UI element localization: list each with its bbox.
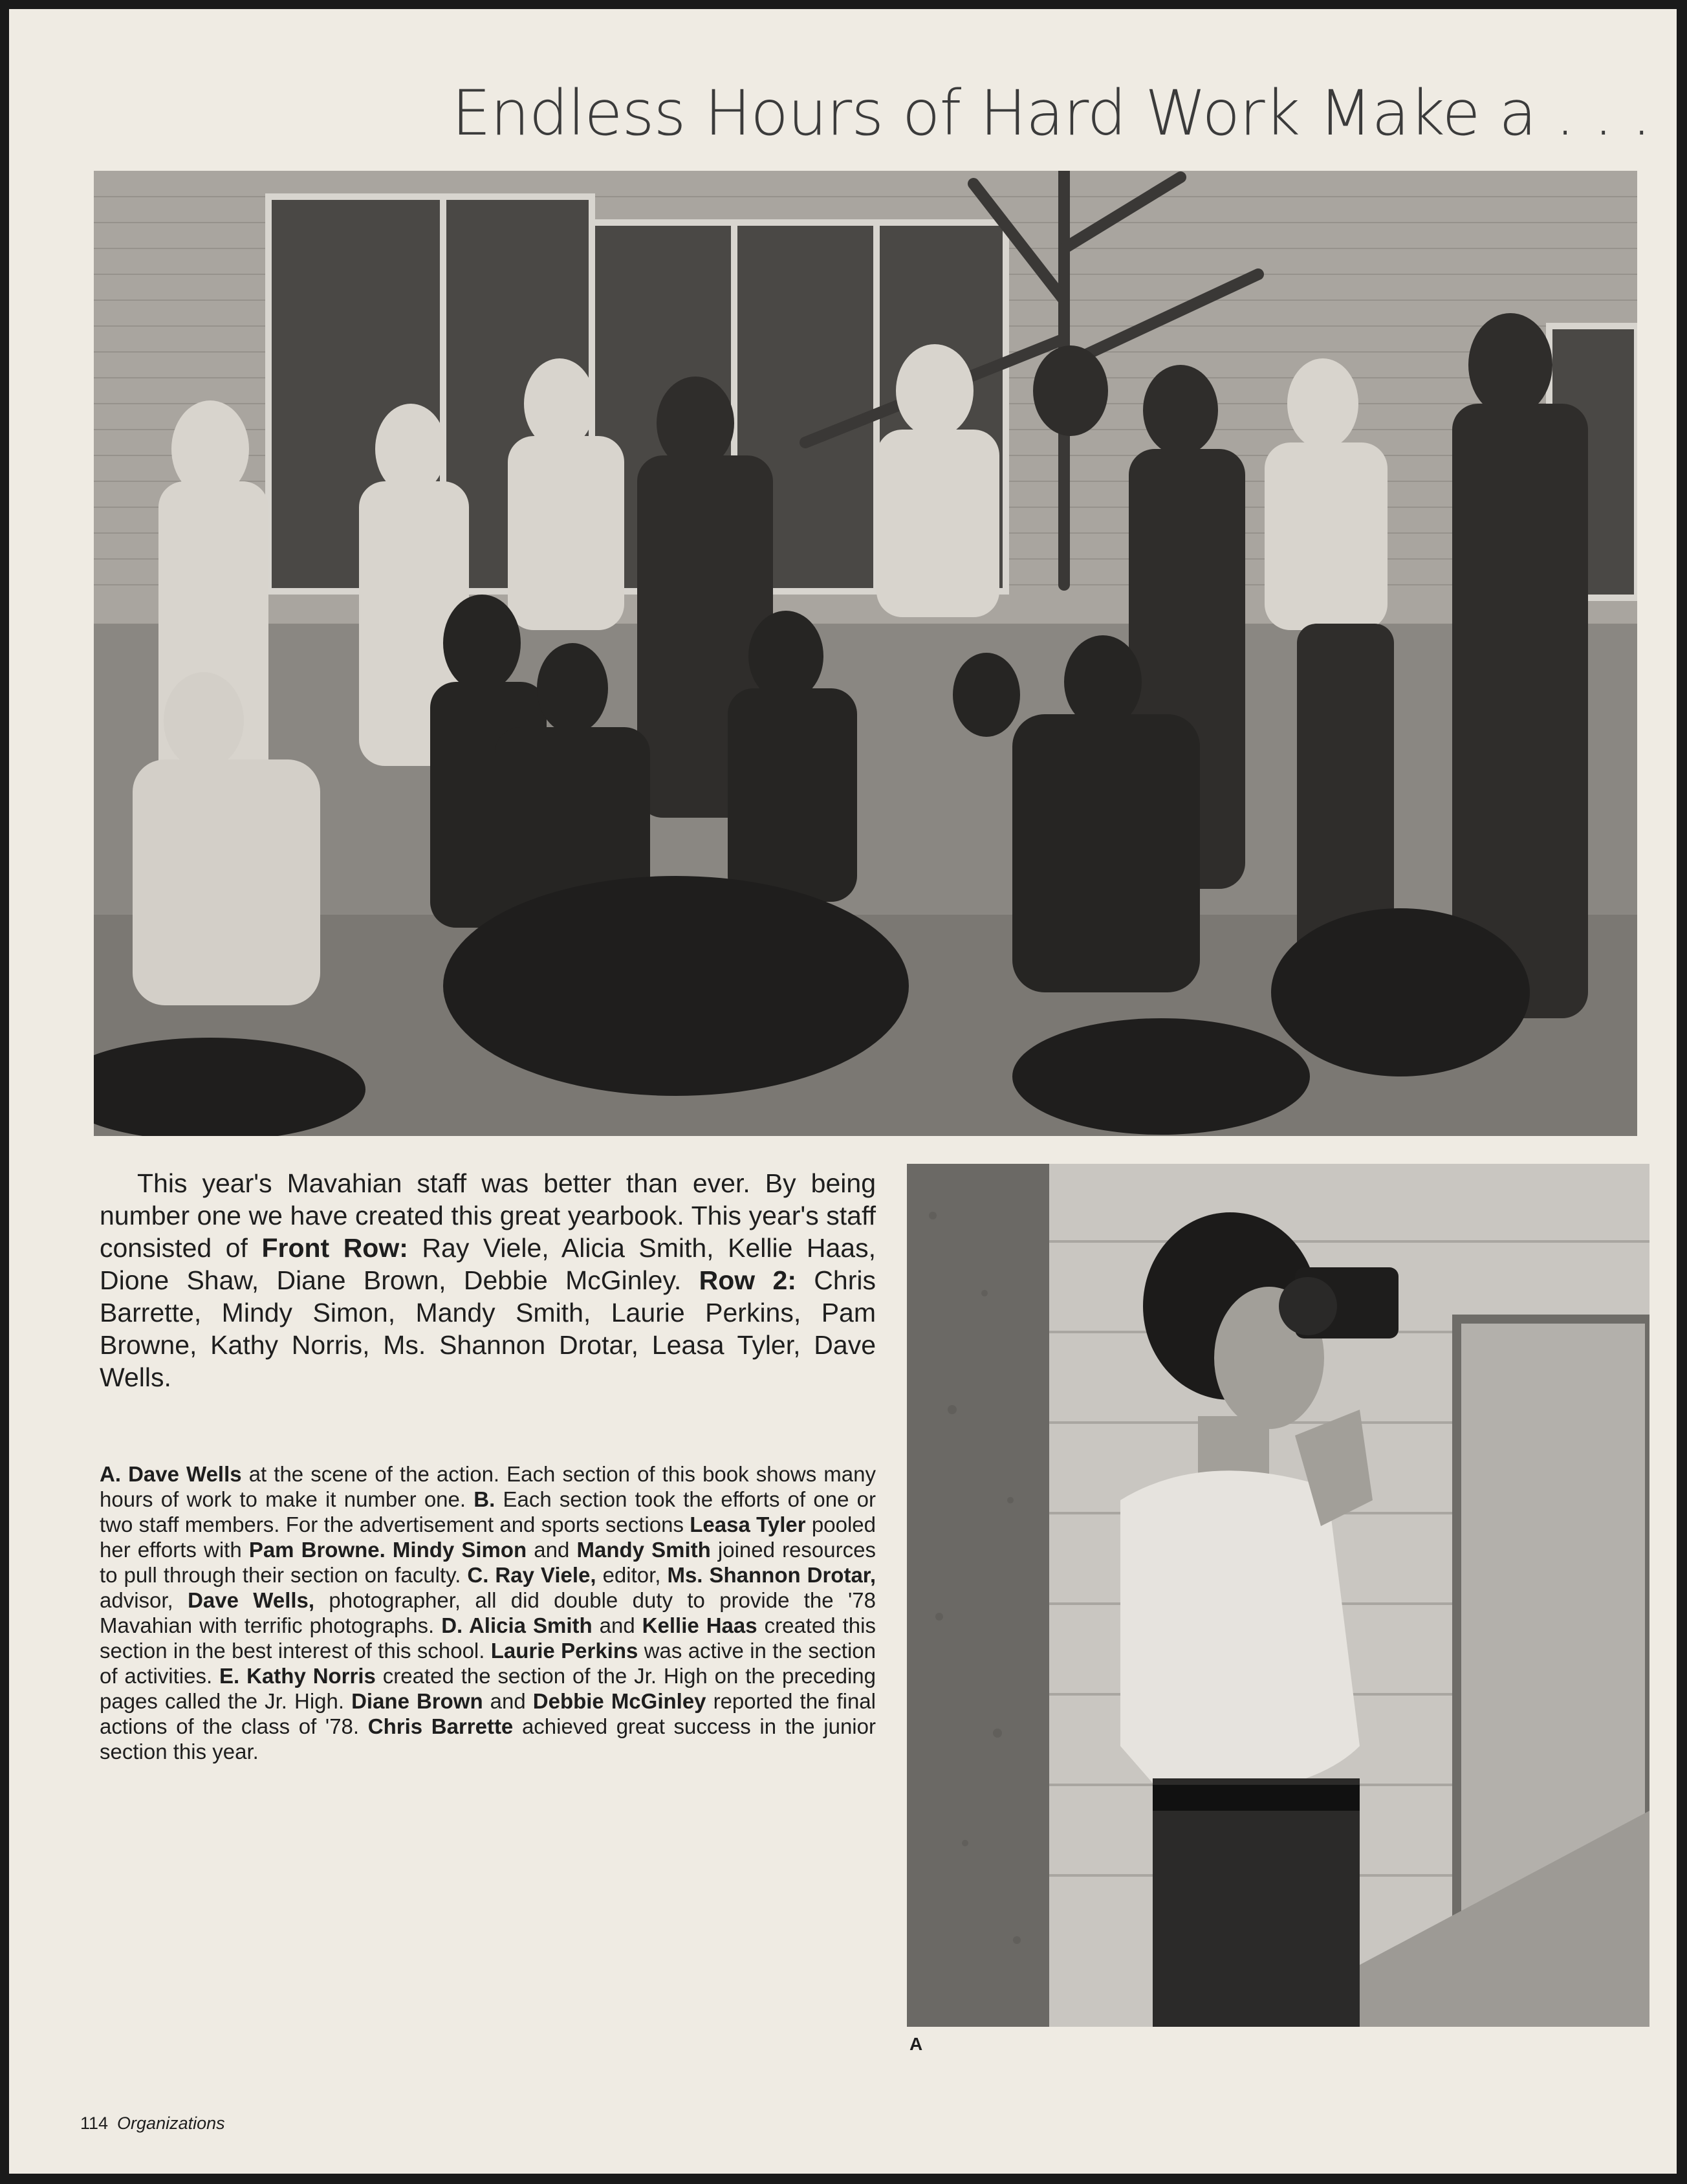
- photo-label-a: A: [909, 2034, 923, 2054]
- front-row-label: Front Row:: [261, 1233, 408, 1263]
- name-laurie: Laurie Perkins: [490, 1639, 638, 1663]
- caption-c-label: C. Ray Viele,: [467, 1563, 596, 1587]
- staff-group-photo: [94, 171, 1637, 1136]
- group-photo-illustration: [94, 171, 1637, 1136]
- caption-text: joined resources to pull through their section on faculty.: [100, 1538, 876, 1587]
- name-pam: Pam Browne.: [248, 1538, 386, 1562]
- photographer-illustration: [907, 1164, 1649, 2027]
- caption-text: and: [527, 1538, 577, 1562]
- caption-b-label: B.: [473, 1487, 495, 1511]
- name-wells: Dave Wells,: [188, 1588, 315, 1612]
- section-name: Organizations: [117, 2113, 225, 2133]
- caption-text: editor,: [596, 1563, 668, 1587]
- intro-lead: This year's Mavahian staff was better than ever. By being number one we have created this great yearbook. This year's staff consisted of: [100, 1168, 876, 1263]
- page-number: 114: [80, 2113, 109, 2133]
- name-drotar: Ms. Shannon Drotar,: [667, 1563, 876, 1587]
- name-chris: Chris Barrette: [367, 1714, 514, 1738]
- yearbook-page: [9, 9, 1677, 2174]
- name-debbie: Debbie McGinley: [532, 1689, 706, 1713]
- name-mindy: Mindy Simon: [392, 1538, 527, 1562]
- photographer-photo: [907, 1164, 1649, 2027]
- caption-text: reported the final actions of the class of '78.: [100, 1689, 876, 1738]
- caption-text: and: [592, 1613, 642, 1637]
- page-title: Endless Hours of Hard Work Make a . . .: [452, 77, 1651, 149]
- caption-a-label: A. Dave Wells: [100, 1462, 242, 1486]
- caption-text: was active in the section of activities.: [100, 1639, 876, 1688]
- caption-text: advisor,: [100, 1588, 188, 1612]
- caption-a-text: at the scene of the action. Each section of this book shows many hours of work to make it number one.: [100, 1462, 876, 1511]
- caption-text: and: [483, 1689, 533, 1713]
- page-footer: [80, 2113, 225, 2134]
- row2-label: Row 2:: [699, 1265, 796, 1295]
- name-leasa: Leasa Tyler: [690, 1512, 806, 1536]
- name-diane: Diane Brown: [351, 1689, 483, 1713]
- caption-text: pooled her efforts with: [100, 1512, 876, 1562]
- photo-captions: [100, 1461, 876, 1764]
- caption-e-label: E. Kathy Norris: [219, 1664, 376, 1688]
- caption-text: created the section of the Jr. High on the preceding pages called the Jr. High.: [100, 1664, 876, 1713]
- caption-b-text: Each section took the efforts of one or two staff members. For the advertisement and sports sections: [100, 1487, 876, 1536]
- caption-d-label: D. Alicia Smith: [441, 1613, 593, 1637]
- caption-text: [386, 1538, 393, 1562]
- row2-names: Chris Barrette, Mindy Simon, Mandy Smith, Laurie Perkins, Pam Browne, Kathy Norris, Ms. Shannon Drotar, Leasa Tyler, Dave Wells.: [100, 1265, 876, 1392]
- name-kellie: Kellie Haas: [642, 1613, 757, 1637]
- staff-description: [100, 1167, 876, 1393]
- front-row-names: Ray Viele, Alicia Smith, Kellie Haas, Dione Shaw, Diane Brown, Debbie McGinley.: [100, 1233, 876, 1295]
- name-mandy: Mandy Smith: [576, 1538, 711, 1562]
- caption-text: created this section in the best interest of this school.: [100, 1613, 876, 1663]
- caption-text: photographer, all did double duty to provide the '78 Mavahian with terrific photographs.: [100, 1588, 876, 1637]
- caption-text: achieved great success in the junior section this year.: [100, 1714, 876, 1764]
